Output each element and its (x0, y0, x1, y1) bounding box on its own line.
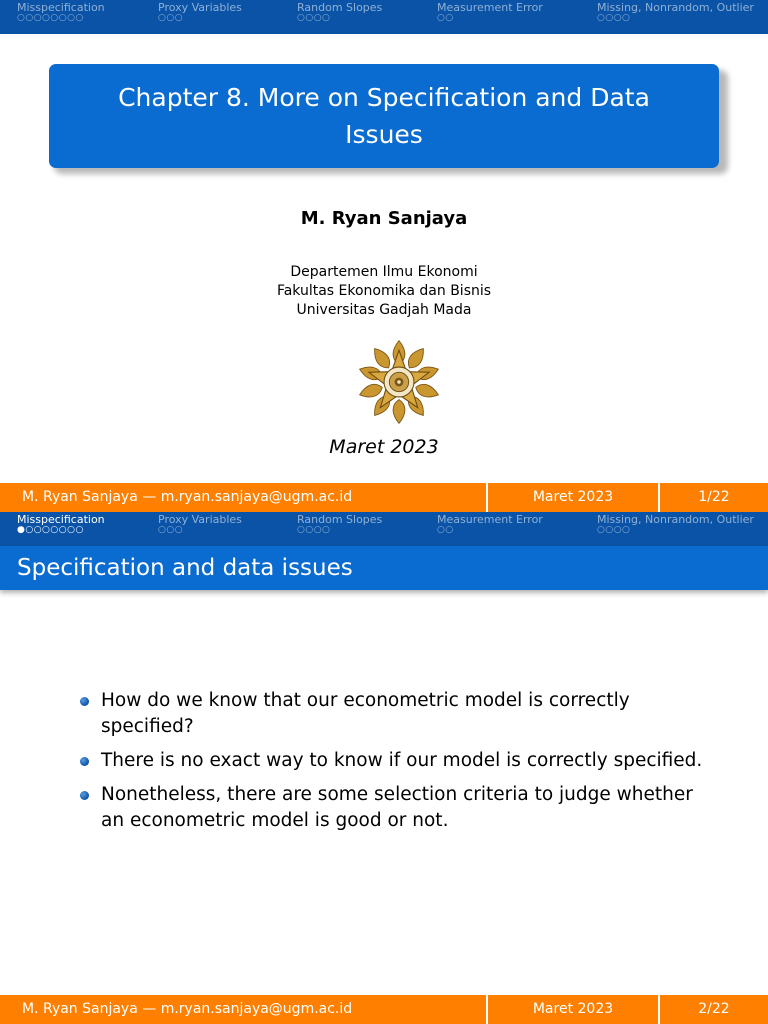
bullet-item (78, 688, 718, 740)
nav-section-progress-dots[interactable]: ○○ (437, 13, 454, 23)
nav-section-proxy-variables[interactable] (158, 1, 242, 23)
nav-section-measurement-error[interactable] (437, 1, 543, 23)
section-navigation (0, 0, 768, 34)
presentation-date: Maret 2023 (329, 436, 439, 458)
nav-section-random-slopes[interactable] (297, 1, 382, 23)
affiliation-line: Departemen Ilmu Ekonomi (290, 264, 478, 280)
nav-section-label: Missing, Nonrandom, Outlier (597, 513, 754, 526)
footer-page-number: 2/22 (658, 995, 768, 1024)
nav-section-progress-dots[interactable]: ○○○○ (597, 525, 631, 535)
nav-section-misspecification[interactable] (17, 513, 105, 535)
bullet-icon (80, 757, 89, 766)
nav-section-misspecification[interactable] (17, 1, 105, 23)
bullet-item (78, 782, 718, 834)
nav-section-progress-dots[interactable]: ○○○○○○○○ (17, 13, 84, 23)
footer-author: M. Ryan Sanjaya — m.ryan.sanjaya@ugm.ac.id (22, 1001, 353, 1017)
footer-bar (0, 995, 768, 1024)
nav-section-proxy-variables[interactable] (158, 513, 242, 535)
nav-section-progress-dots[interactable]: ○○○○ (297, 525, 331, 535)
bullet-text: How do we know that our econometric model is correctly specified? (101, 690, 630, 737)
author-name: M. Ryan Sanjaya (300, 208, 468, 229)
footer-date: Maret 2023 (486, 995, 658, 1024)
nav-section-label: Measurement Error (437, 513, 543, 526)
affiliation-line: Fakultas Ekonomika dan Bisnis (276, 283, 492, 299)
bullet-text: There is no exact way to know if our model is correctly specified. (101, 750, 703, 771)
bullet-list (78, 688, 718, 842)
footer-author: M. Ryan Sanjaya — m.ryan.sanjaya@ugm.ac.id (22, 489, 353, 505)
nav-section-label: Measurement Error (437, 1, 543, 14)
nav-section-label: Random Slopes (297, 513, 383, 526)
bullet-item (78, 748, 718, 774)
nav-section-label: Random Slopes (297, 1, 383, 14)
nav-section-label: Missing, Nonrandom, Outlier (597, 1, 754, 14)
bullet-icon (80, 697, 89, 706)
nav-section-label: Misspecification (17, 513, 105, 526)
nav-section-label: Proxy Variables (158, 513, 242, 526)
nav-section-progress-dots[interactable]: ○○○ (158, 13, 184, 23)
nav-section-label: Misspecification (17, 1, 105, 14)
bullet-icon (80, 791, 89, 800)
section-navigation (0, 512, 768, 546)
frame-title-bar (0, 546, 768, 590)
nav-section-missing-nonrandom-outlier[interactable] (597, 1, 754, 23)
affiliation (0, 263, 768, 320)
nav-section-label: Proxy Variables (158, 1, 242, 14)
nav-section-measurement-error[interactable] (437, 513, 543, 535)
nav-section-progress-dots[interactable]: ○○○ (158, 525, 184, 535)
frame-title: Specification and data issues (17, 555, 353, 581)
nav-section-progress-dots[interactable]: ○○ (437, 525, 454, 535)
footer-date: Maret 2023 (486, 483, 658, 512)
nav-section-progress-dots[interactable]: ○○○○ (297, 13, 331, 23)
university-emblem-icon (355, 338, 443, 426)
nav-section-missing-nonrandom-outlier[interactable] (597, 513, 754, 535)
footer-bar (0, 483, 768, 512)
slide-2 (0, 512, 768, 1024)
affiliation-line: Universitas Gadjah Mada (296, 302, 472, 318)
footer-page-number: 1/22 (658, 483, 768, 512)
nav-section-progress-dots[interactable]: ○○○○ (597, 13, 631, 23)
nav-section-progress-dots[interactable]: ●○○○○○○○ (17, 525, 84, 535)
presentation-title: Chapter 8. More on Specification and Data Issues (49, 64, 719, 168)
nav-section-random-slopes[interactable] (297, 513, 382, 535)
bullet-text: Nonetheless, there are some selection criteria to judge whether an econometric model is good or not. (101, 784, 693, 831)
